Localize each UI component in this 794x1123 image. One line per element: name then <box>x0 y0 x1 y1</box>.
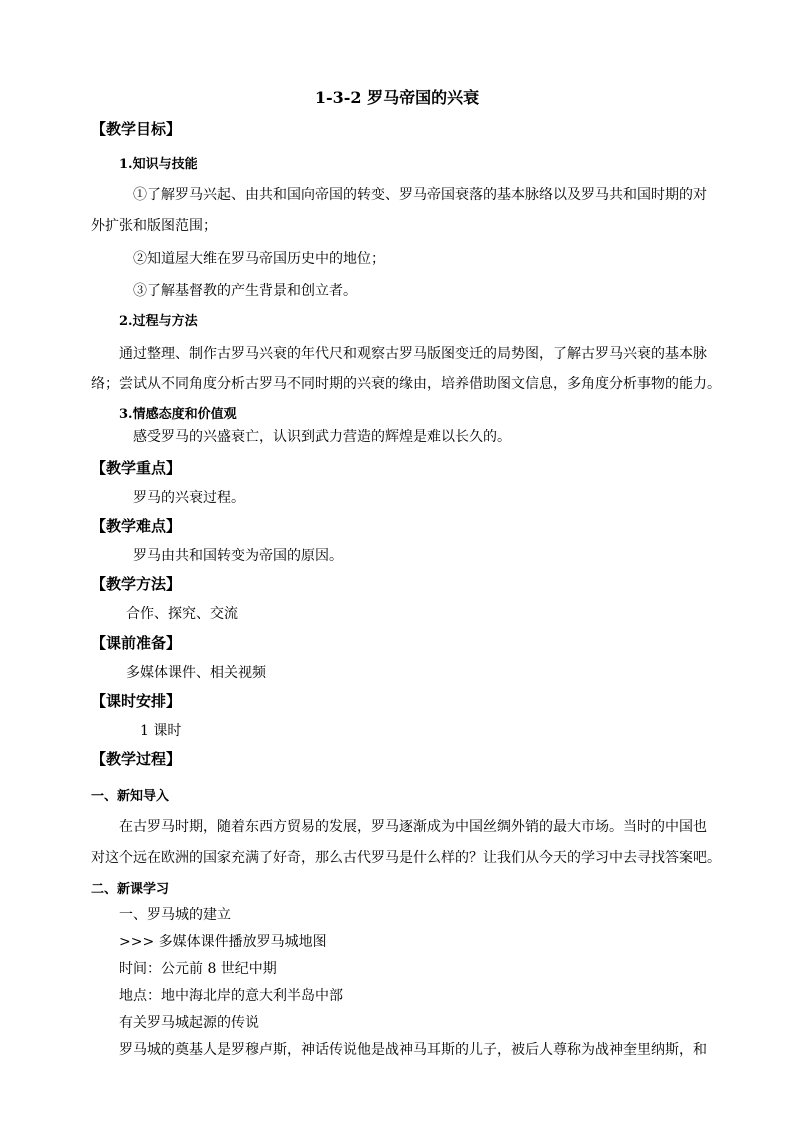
study-media: >>> 多媒体课件播放罗马城地图 <box>119 934 327 950</box>
knowledge-item-3: ③了解基督教的产生背景和创立者。 <box>133 283 357 299</box>
study-legend-line-1: 罗马城的奠基人是罗穆卢斯，神话传说他是战神马耳斯的儿子，被后人尊称为战神奎里纳斯，和 <box>119 1042 707 1058</box>
schedule-heading: 【课时安排】 <box>91 692 182 710</box>
schedule-text: 1 课时 <box>140 723 182 739</box>
prep-text: 多媒体课件、相关视频 <box>126 665 266 681</box>
intro-heading: 一、新知导入 <box>91 789 170 804</box>
emotion-heading: 3.情感态度和价值观 <box>119 407 237 422</box>
key-point-heading: 【教学重点】 <box>91 459 182 477</box>
procedure-heading: 【教学过程】 <box>91 750 182 768</box>
process-heading: 2.过程与方法 <box>119 314 198 329</box>
method-heading: 【教学方法】 <box>91 575 182 593</box>
knowledge-item-2: ②知道屋大维在罗马帝国历史中的地位； <box>133 251 385 267</box>
study-time: 时间：公元前 8 世纪中期 <box>119 961 277 977</box>
emotion-line-1: 感受罗马的兴盛衰亡，认识到武力营造的辉煌是难以长久的。 <box>133 429 511 445</box>
difficulty-heading: 【教学难点】 <box>91 517 182 535</box>
study-place: 地点：地中海北岸的意大利半岛中部 <box>119 988 343 1004</box>
knowledge-item-1-line-1: ①了解罗马兴起、由共和国向帝国的转变、罗马帝国衰落的基本脉络以及罗马共和国时期的对 <box>133 187 707 203</box>
study-sub-1: 一、罗马城的建立 <box>119 907 231 923</box>
intro-line-1: 在古罗马时期，随着东西方贸易的发展，罗马逐渐成为中国丝绸外销的最大市场。当时的中国也 <box>119 819 707 835</box>
process-line-1: 通过整理、制作古罗马兴衰的年代尺和观察古罗马版图变迁的局势图，了解古罗马兴衰的基本脉 <box>119 346 707 362</box>
key-point-text: 罗马的兴衰过程。 <box>133 490 245 506</box>
page-title: 1-3-2 罗马帝国的兴衰 <box>314 88 480 107</box>
process-line-2: 络；尝试从不同角度分析古罗马不同时期的兴衰的缘由，培养借助图文信息，多角度分析事物的能力。 <box>91 376 721 392</box>
knowledge-heading: 1.知识与技能 <box>119 157 198 172</box>
goals-heading: 【教学目标】 <box>91 120 182 138</box>
difficulty-text: 罗马由共和国转变为帝国的原因。 <box>133 548 343 564</box>
knowledge-item-1-line-2: 外扩张和版图范围； <box>91 218 217 234</box>
study-heading: 二、新课学习 <box>91 882 170 897</box>
method-text: 合作、探究、交流 <box>126 606 238 622</box>
intro-line-2: 对这个远在欧洲的国家充满了好奇，那么古代罗马是什么样的？让我们从今天的学习中去寻找答案吧。 <box>91 850 721 866</box>
prep-heading: 【课前准备】 <box>91 634 182 652</box>
study-legend: 有关罗马城起源的传说 <box>119 1015 259 1031</box>
